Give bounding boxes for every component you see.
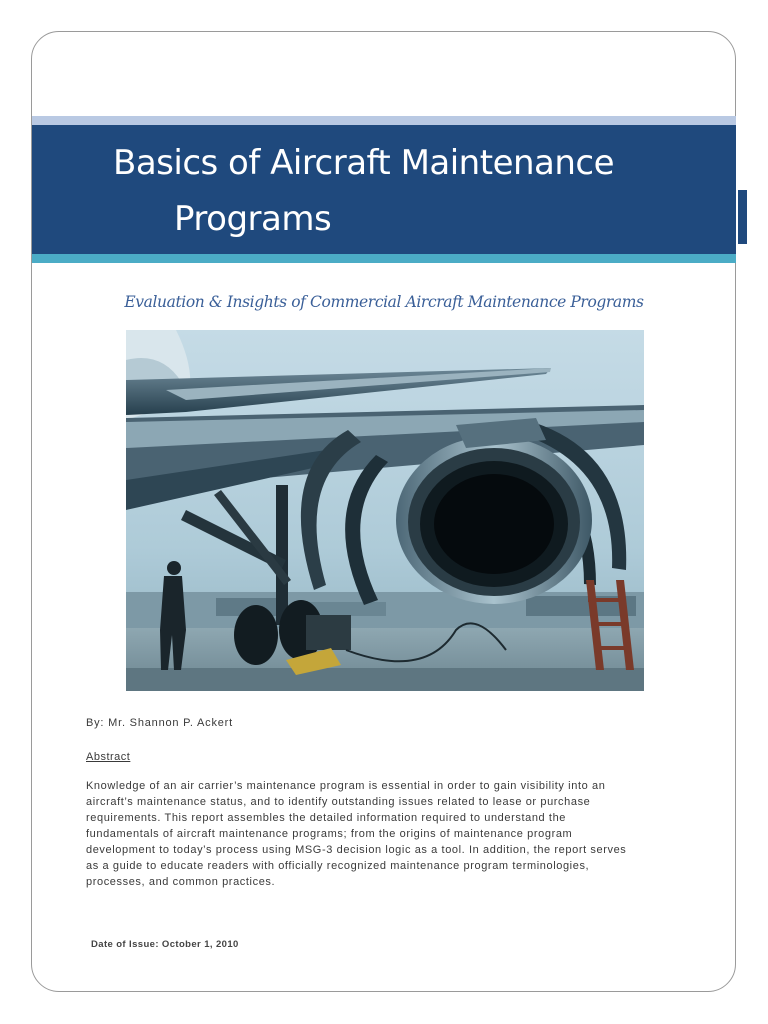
abstract-line: development to today’s process using MSG-3 decision logic as a tool. In addition, the report serves bbox=[86, 844, 627, 856]
document-title-line-1: Basics of Aircraft Maintenance bbox=[113, 143, 615, 183]
abstract-line: as a guide to educate readers with officially recognized maintenance program terminologies, bbox=[86, 860, 590, 872]
title-band-side-tab bbox=[738, 190, 747, 244]
abstract-body bbox=[86, 778, 666, 890]
author-byline: By: Mr. Shannon P. Ackert bbox=[86, 717, 233, 729]
title-band-bottom-accent bbox=[32, 254, 736, 263]
abstract-line: processes, and common practices. bbox=[86, 876, 276, 888]
abstract-heading: Abstract bbox=[86, 751, 131, 763]
abstract-line: aircraft’s maintenance status, and to identify outstanding issues related to lease or purchase bbox=[86, 796, 591, 808]
abstract-line: Knowledge of an air carrier’s maintenance program is essential in order to gain visibility into an bbox=[86, 780, 606, 792]
aircraft-engine-photo bbox=[126, 330, 644, 691]
abstract-line: fundamentals of aircraft maintenance programs; from the origins of maintenance program bbox=[86, 828, 573, 840]
document-title-line-2: Programs bbox=[174, 199, 332, 239]
issue-date: Date of Issue: October 1, 2010 bbox=[91, 939, 239, 950]
title-band-top-accent bbox=[32, 116, 736, 125]
document-subtitle: Evaluation & Insights of Commercial Aircraft Maintenance Programs bbox=[124, 293, 644, 311]
abstract-line: requirements. This report assembles the detailed information required to understand the bbox=[86, 812, 567, 824]
